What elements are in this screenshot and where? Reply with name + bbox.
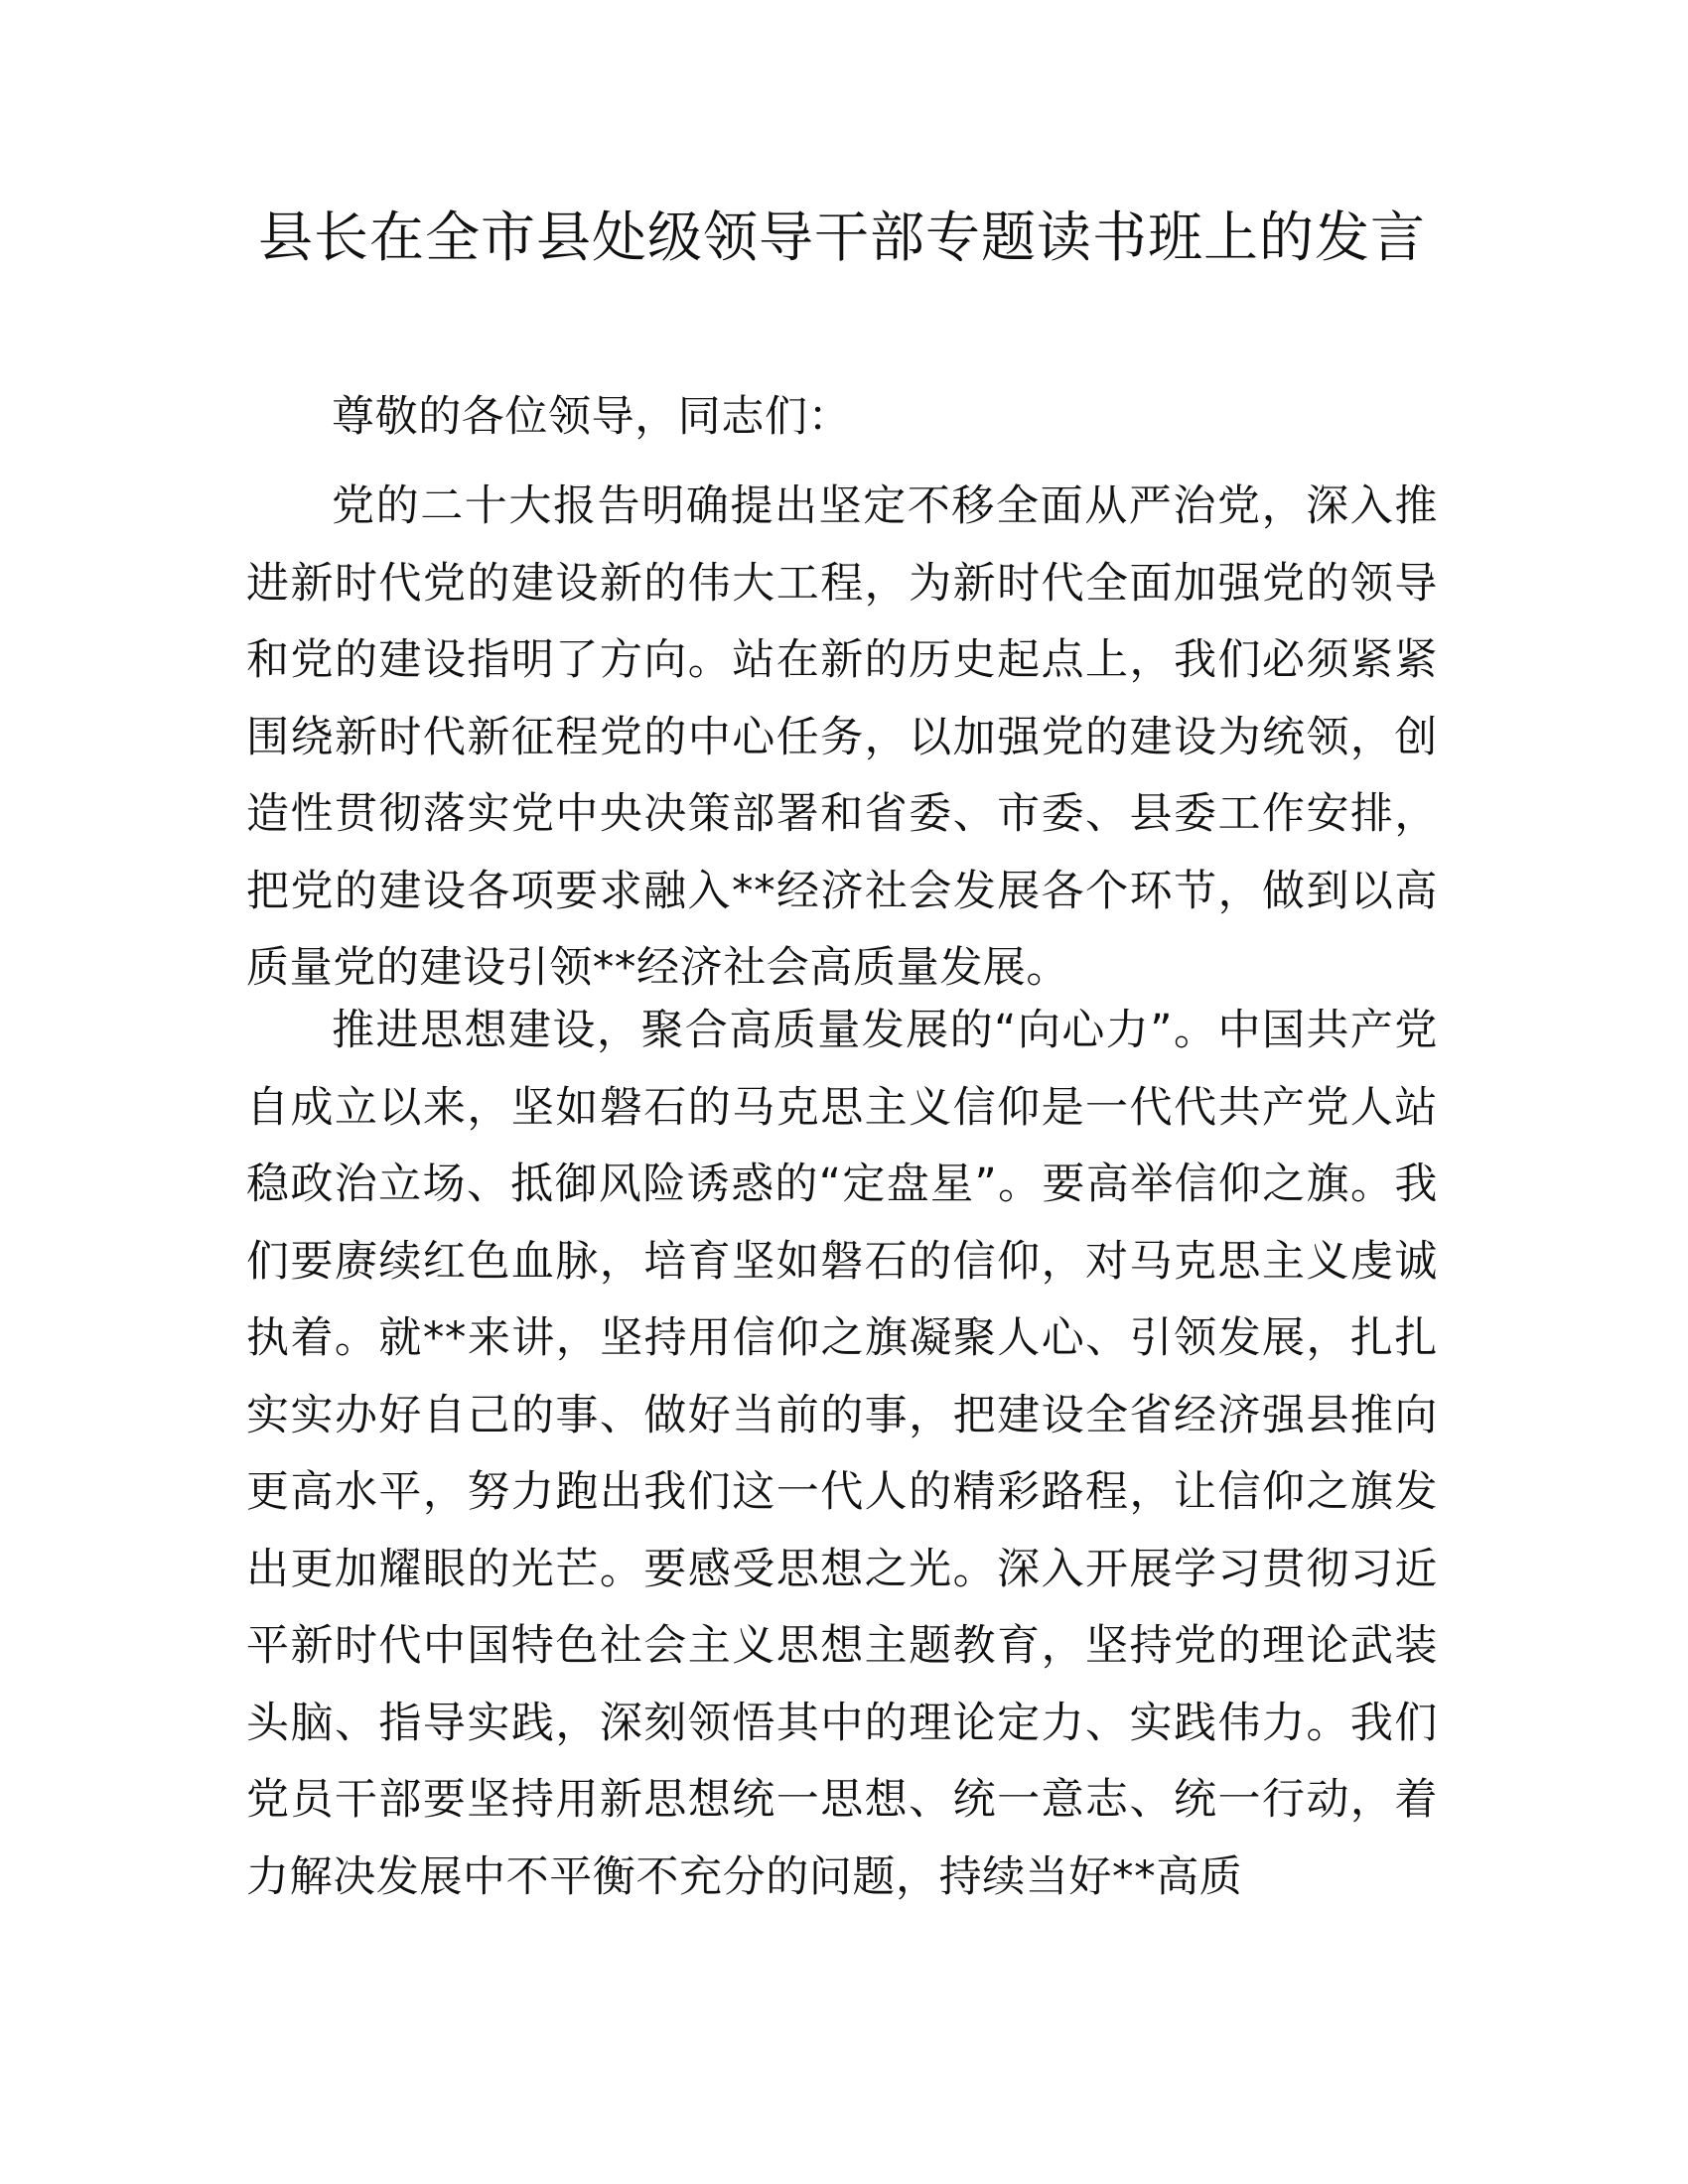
paragraph-1: 党的二十大报告明确提出坚定不移全面从严治党，深入推进新时代党的建设新的伟大工程，为新时代全面加强党的领导和党的建设指明了方向。站在新的历史起点上，我们必须紧紧围绕新时代新征程党的中心任务，以加强党的建设为统领，创造性贯彻落实党中央决策部署和省委、市委、县委工作安排，把党的建设各项要求融入**经济社会发展各个环节，做到以高质量党的建设引领**经济社会高质量发展。 xyxy=(246,481,1438,993)
document-title: 县长在全市县处级领导干部专题读书班上的发言 xyxy=(257,205,1426,269)
salutation: 尊敬的各位领导，同志们： xyxy=(332,392,852,442)
paragraph-2: 推进思想建设，聚合高质量发展的“向心力”。中国共产党自成立以来，坚如磐石的马克思主义信仰是一代代共产党人站稳政治立场、抵御风险诱惑的“定盘星”。要高举信仰之旗。我们要赓续红色血脉，培育坚如磐石的信仰，对马克思主义虔诚执着。就**来讲，坚持用信仰之旗凝聚人心、引领发展，扎扎实实办好自己的事、做好当前的事，把建设全省经济强县推向更高水平，努力跑出我们这一代人的精彩路程，让信仰之旗发出更加耀眼的光芒。要感受思想之光。深入开展学习贯彻习近平新时代中国特色社会主义思想主题教育，坚持党的理论武装头脑、指导实践，深刻领悟其中的理论定力、实践伟力。我们党员干部要坚持用新思想统一思想、统一意志、统一行动，着力解决发展中不平衡不充分的问题，持续当好**高质 xyxy=(246,1006,1438,1902)
